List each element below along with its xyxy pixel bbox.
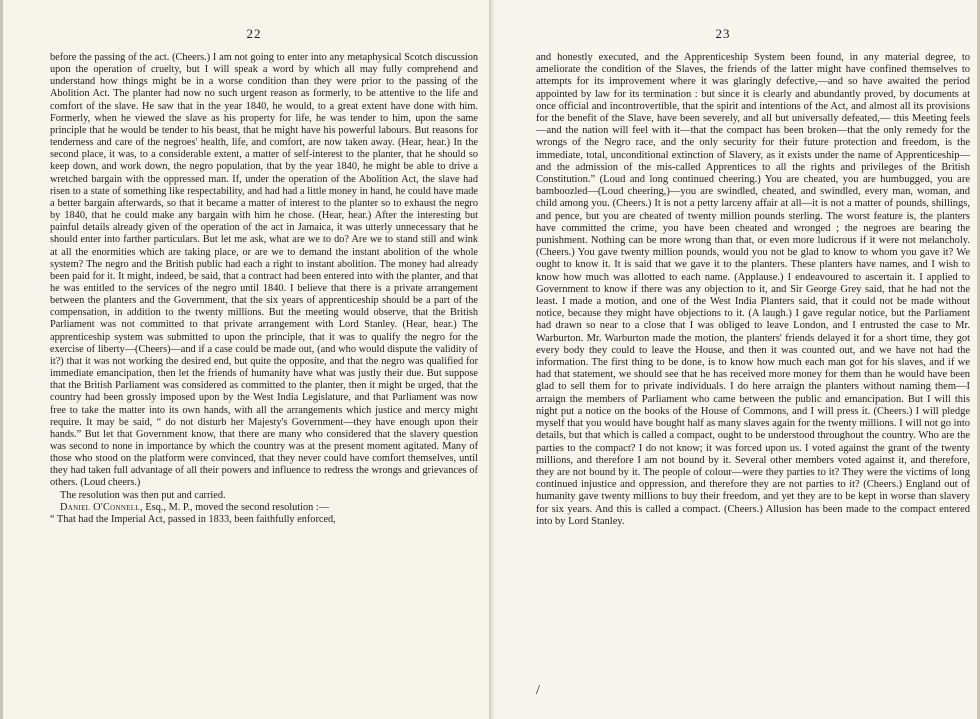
left-page-edge — [0, 0, 3, 719]
left-paragraph-1: before the passing of the act. (Cheers.) I am not going to enter into any metaphysical Scotch discussion upon the operation of cruelty, but I will speak a word by which all may fully comprehend and understand how things might be in a worse condition than they were prior to the passing of the Abolition Act. The planter had now no such urgent reason as formerly, to be attentive to the life and comfort of the slave. He saw that in the year 1840, he would, to a great extent have done with him. Formerly, when he viewed the slave as his property for life, he was tender to him, upon the same principle that he would be tender to his beast, that he might have his powerful labours. But reasons for tenderness and care of the negroes' health, life, and comfort, are now taken away. (Hear, hear.) In the second place, it was, to a considerable extent, a matter of self-interest to the planter, that he should so keep down, and work down, the negro population, that by the year 1840, he might be able to drive a wretched bargain with the oppressed man. If, under the operation of the Abolition Act, the slave had risen to a state of something like respectability, and had had a little money in hand, he could have made a better bargain afterwards, so that it became a matter of interest to the planter so to exhaust the negro by 1840, that he could make any bargain with him he chose. (Hear, hear.) After the interesting but painful details already given of the operation of the act in Jamaica, it was utterly unnecessary that he should enter into farther particulars. But let me ask, what are we to do? Are we to stand still and wink at all the enormities which are taking place, or are we to demand the instant abolition of the whole system? The negro and the British public had each a right to instant abolition. The money had already been paid for it. It might, indeed, be said, that a contract had been entered into with the planter, and that he was entitled to the services of the negro until 1840. I believe that there is a private arrangement between the planters and the Government, that the six years of apprenticeship should be a part of the compensation, in addition to the twenty millions. But the meeting would observe, that the British Parliament was not committed to that private arrangement with Lord Stanley. (Hear, hear.) The apprenticeship system was submitted to upon the principle, that it was to qualify the negro for the exercise of liberty—(Cheers)—and if a case could be made out, (and who would dispute the validity of it?) that it was not working the desired end, but quite the opposite, and that the negro was qualified for immediate emancipation, then let the friends of humanity have what was justly their due. But suppose that the British Parliament was considered as committed to the planter, then it might be urged, that the country had been grossly imposed upon by the West India Legislature, and that Parliament was now free to take the matter into its own hands, with all the arrangements which justice and mercy might require. It may be said, “ do not disturb her Majesty's Government—they have enough upon their hands.” But let that Government know, that there are many who considered that the slavery question was second to none in importance by which the country was at the present moment agitated. Many of those who stood on the platform were convinced, that they never could have comfort themselves, until they had taken full advantage of all their powers and influence to redress the wrongs and grievances of others. (Loud cheers.) — [50, 52, 478, 489]
page-number-left: 22 — [246, 26, 262, 41]
book-gutter — [489, 0, 495, 719]
left-paragraph-speaker — [50, 502, 478, 514]
right-page — [492, 0, 980, 719]
margin-mark: / — [536, 683, 540, 698]
speaker-name: Daniel O'Connell, — [60, 501, 143, 513]
left-paragraph-resolution: The resolution was then put and carried. — [60, 489, 226, 501]
speaker-motion: Esq., M. P., moved the second resolution :— — [142, 501, 330, 513]
right-paragraph-1: and honestly executed, and the Apprenticeship System been found, in any material degree, to ameliorate the condition of the Slaves, the friends of the latter might have confined themselves to attempts for its improvement where it was glaringly defective,—and so have awaited the period appointed by law for its termination : but since it is clearly and abundantly proved, by documents at once official and incontrovertible, that the spirit and intentions of the Act, and almost all its provisions for the benefit of the Slave, have been severely, and all but universally defeated,— this Meeting feels—and the nation will feel with it—that the compact has been broken—that the only remedy for the wrongs of the Negro race, and the only security for their future protection and freedom, is the immediate, total, unconditional extinction of Slavery, as it exists under the name of Apprenticeship—and the admission of the mis-called Apprentices to all the rights and privileges of the British Constitution.” (Loud and long continued cheering.) You are cheated, you are humbugged, you are bamboozled—(Loud cheering,)—you are swindled, cheated, and swindled, every man, woman, and child among you. (Cheers.) It is not a petty larceny affair at all—it is not a matter of pounds, shillings, and pence, but you are cheated of twenty million pounds sterling. The worst feature is, the planters have committed the crime, you have been cheated and wronged ; the negroes are bearing the punishment. Nothing can be more wrong than that, or even more ludicrous if it were not melancholy. (Cheers.) You gave twenty million pounds, would you not be glad to know to whom you gave it? We ought to know it. It is said that we gave it to the planters. These planters have names, and I wish to know how much was allotted to each name. (Applause.) I endeavoured to ascertain it. I applied to Government to know if there was any objection to it, and Sir George Grey said, that he had not the least. I made a motion, and one of the West India Planters said, that it could not be made without notice, because they might have objections to it. (A laugh.) I gave regular notice, but the Parliament had drawn so near to a close that I was obliged to leave London, and I entrusted the case to Mr. Warburton. Mr. Warburton made the motion, the planters' friends delayed it for a short time, they got every body they could to leave the House, and then it was counted out, and we have not had the information. The first thing to be done, is to know how much each man got for his slaves, and if we had that statement, we should see that he has received more money for them than he would have been glad to sell them for to private individuals. I do here arraign the planters without naming them—I arraign the members of Parliament who came between the public and emancipation. But I will this night put a notice on the books of the House of Commons, and I will press it. (Cheers.) I will pledge myself that you would have bought half as many slaves again for the twenty millions. I will not go into details, but that which is called a compact, ought to be understood throughout the country. Who are the parties to the compact? I do not know; it was forced upon us. I voted against the grant of the twenty millions, and therefore I am not bound by it. Several other members voted against it, and therefore, they are not bound by it. The people of colour—were they parties to it? They were the victims of long continued injustice and oppression, and therefore they are not parties to it? (Cheers.) England out of humanity gave twenty millions to buy their freedom, and yet they are to be kept in worse than slavery for six years. And this is called a compact. (Cheers.) Allusion has been made to the compact entered into by Lord Stanley. — [536, 52, 970, 527]
left-paragraph-quote-start: “ That had the Imperial Act, passed in 1833, been faithfully enforced, — [50, 513, 336, 525]
page-number-right: 23 — [715, 26, 731, 41]
